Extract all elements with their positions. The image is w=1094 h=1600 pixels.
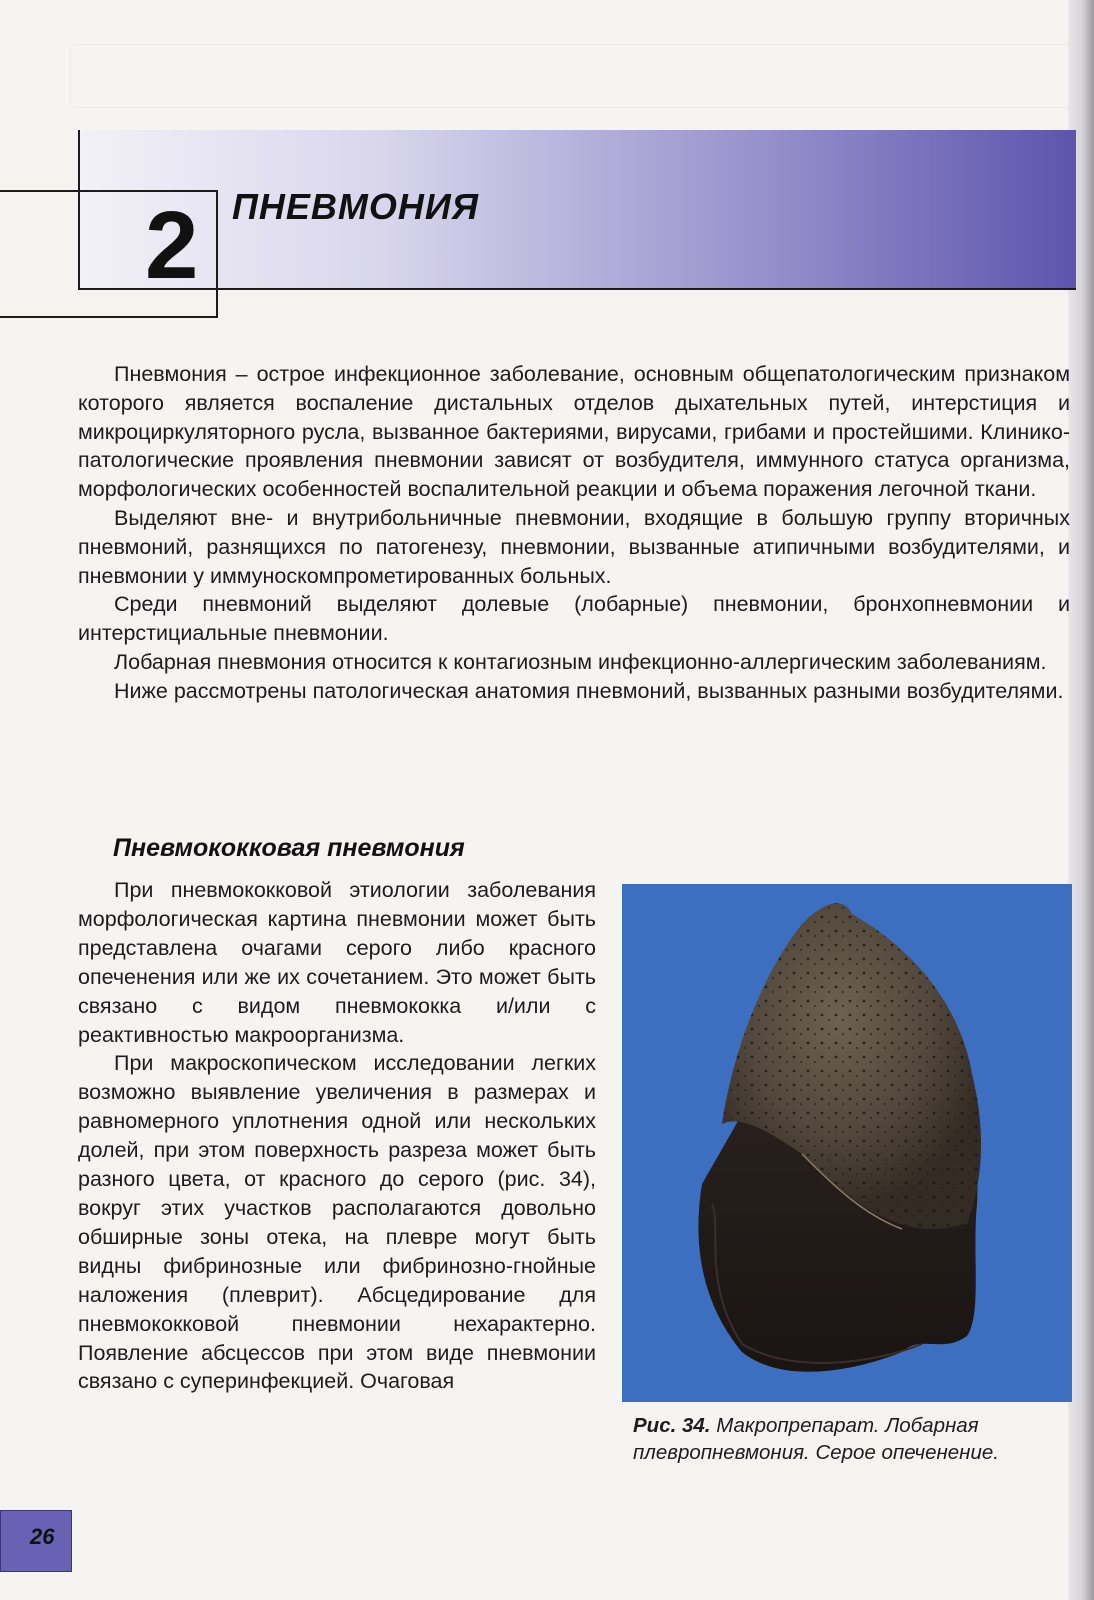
chapter-number: 2 [145, 192, 199, 299]
page-number: 26 [30, 1524, 55, 1549]
figure-34-photo [622, 884, 1072, 1402]
section-paragraph: При макроскопическом исследовании легких возможно выявление увеличения в размерах и равномерного уплотнения одной или нескольких долей, при этом поверхность разреза может быть разного цвета, от красного до серого (рис. 34), вокруг этих участков располагаются довольно обширные зоны отека, на плевре могут быть видны фибринозные или фибринозно-гнойные наложения (плеврит). Абсцедирование для пневмококковой пневмонии нехарактерно. Появление абсцессов при этом виде пневмонии связано с суперинфекцией. Очаговая [78, 1051, 596, 1394]
bleed-through-band [70, 44, 1072, 108]
section-heading: Пневмококковая пневмония [113, 834, 465, 862]
caption-text: Макропрепарат. Лобарная плевропневмония. Серое опеченение. [633, 1414, 999, 1464]
intro-paragraph: Ниже рассмотрены патологическая анатомия пневмоний, вызванных разными возбудителями. [114, 678, 1064, 703]
caption-label: Рис. 34. [633, 1414, 711, 1437]
chapter-banner [78, 130, 1076, 290]
intro-paragraph: Пневмония – острое инфекционное заболевание, основным общепатологическим признаком которого является воспаление дистальных отделов дыхательных путей, интерстиция и микроциркуляторного русла, вызванное бактериями, вирусами, грибами и простейшими. Клинико-патологические проявления пневмонии зависят от возбудителя, иммунного статуса организма, морфологических особенностей воспалительной реакции и объема поражения легочной ткани. [78, 362, 1070, 502]
intro-paragraph: Среди пневмоний выделяют долевые (лобарные) пневмонии, бронхопневмонии и интерстициальные пневмонии. [78, 592, 1070, 646]
lung-specimen-image [622, 884, 1072, 1402]
chapter-rule-bottom [0, 316, 218, 318]
intro-paragraph: Лобарная пневмония относится к контагиозным инфекционно-аллергическим заболеваниям. [114, 649, 1047, 674]
section-body [78, 876, 596, 1396]
section-paragraph: При пневмококковой этиологии заболевания морфологическая картина пневмонии может быть представлена очагами серого либо красного опеченения или же их сочетанием. Это может быть связано с видом пневмококка и/или с реактивностью макроорганизма. [78, 878, 596, 1047]
chapter-title: ПНЕВМОНИЯ [232, 186, 480, 227]
intro-paragraph: Выделяют вне- и внутрибольничные пневмонии, входящие в большую группу вторичных пневмоний, разнящихся по патогенезу, пневмонии, вызванные атипичными возбудителями, и пневмонии у иммуноскомпрометированных больных. [78, 505, 1070, 588]
figure-caption [633, 1412, 1073, 1466]
intro-text [78, 360, 1070, 706]
